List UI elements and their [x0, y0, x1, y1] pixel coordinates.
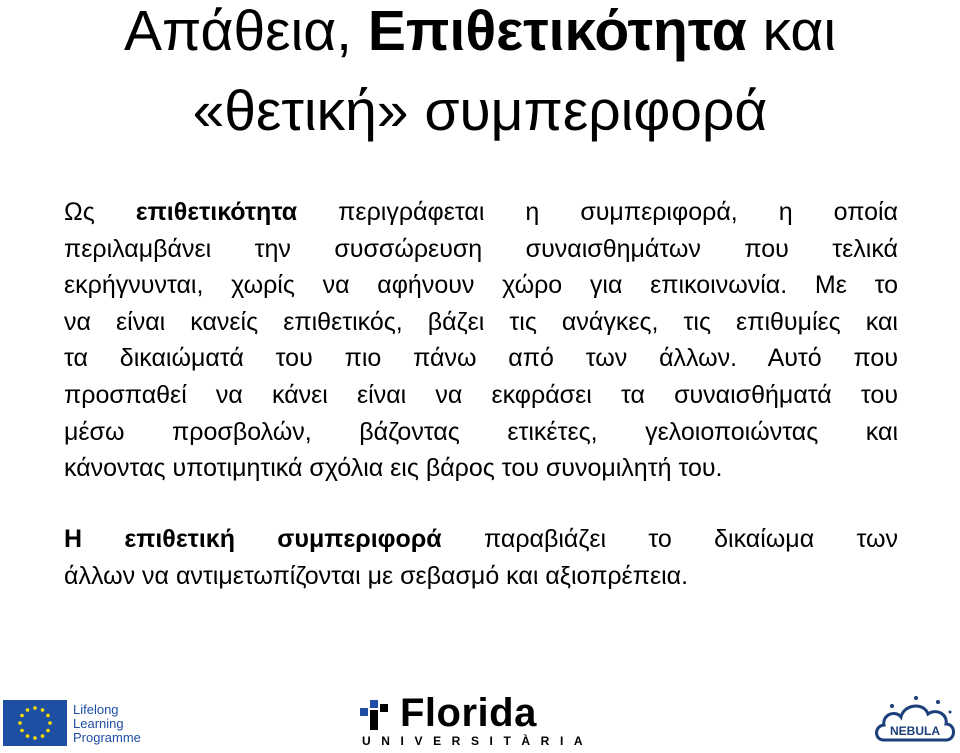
bold-term-aggressive-behavior: Η επιθετική συμπεριφορά — [64, 525, 442, 553]
paragraph-line: προσπαθεί να κάνει είναι να εκφράσει τα συναισθήματά του — [64, 380, 898, 409]
paragraph-line — [64, 194, 898, 231]
title-prefix: Απάθεια, — [123, 0, 368, 63]
slide-title-line-2: «θετική» συμπεριφορά — [192, 79, 768, 143]
eu-flag-icon — [3, 700, 67, 746]
paragraph-line — [64, 521, 898, 558]
title-bold-term: Επιθετικότητα — [367, 0, 747, 63]
eu-star — [26, 734, 30, 738]
nebula-name: NEBULA — [890, 724, 940, 738]
paragraph-line: τα δικαιώματά του πιο πάνω από των άλλων. Αυτό που — [64, 344, 898, 373]
nebula-cloud-icon — [872, 692, 958, 748]
paragraph-aggressive-behavior — [64, 521, 898, 594]
title-suffix: και — [746, 0, 837, 63]
eu-stars-icon — [3, 700, 67, 746]
eu-star — [20, 729, 24, 733]
eu-star — [41, 708, 45, 712]
eu-program-line: Programme — [73, 730, 141, 745]
footer-logos — [0, 690, 960, 750]
florida-mark-icon — [360, 700, 392, 730]
line-rest: παραβιάζει το δικαίωμα των — [483, 525, 899, 553]
eu-star — [41, 734, 45, 738]
eu-program-line: Lifelong — [73, 702, 119, 717]
eu-program-line: Learning — [73, 716, 124, 731]
eu-star — [33, 706, 37, 710]
paragraph-line: κάνοντας υποτιμητικά σχόλια εις βάρος του συνομιλητή του. — [64, 454, 723, 483]
eu-star — [46, 729, 50, 733]
paragraph-aggression-definition — [64, 194, 898, 487]
paragraph-line: περιλαμβάνει την συσσώρευση συναισθημάτων που τελικά — [64, 234, 898, 263]
florida-subtitle: UNIVERSITÀRIA — [362, 734, 594, 748]
paragraph-line: άλλων να αντιμετωπίζονται με σεβασμό και αξιοπρέπεια. — [64, 561, 689, 590]
bold-term-aggression: επιθετικότητα — [135, 198, 298, 226]
paragraph-line: εκρήγνυνται, χωρίς να αφήνουν χώρο για επικοινωνία. Με το — [64, 271, 898, 300]
lead-word: Ως — [64, 198, 95, 226]
eu-star — [46, 714, 50, 718]
eu-star — [48, 721, 52, 725]
eu-star — [33, 736, 37, 740]
paragraph-line: μέσω προσβολών, βάζοντας ετικέτες, γελοιοποιώντας και — [64, 417, 898, 446]
eu-star — [18, 721, 22, 725]
line-rest: περιγράφεται η συμπεριφορά, η οποία — [338, 198, 898, 226]
eu-lifelong-learning-logo — [3, 700, 161, 748]
florida-name: Florida — [400, 691, 537, 735]
eu-star — [26, 708, 30, 712]
slide-title-line-1 — [0, 0, 960, 64]
eu-star — [20, 714, 24, 718]
nebula-logo — [872, 692, 958, 748]
florida-universitaria-logo — [360, 690, 594, 750]
paragraph-line: να είναι κανείς επιθετικός, βάζει τις ανάγκες, τις επιθυμίες και — [64, 307, 898, 336]
eu-program-name — [73, 703, 141, 745]
